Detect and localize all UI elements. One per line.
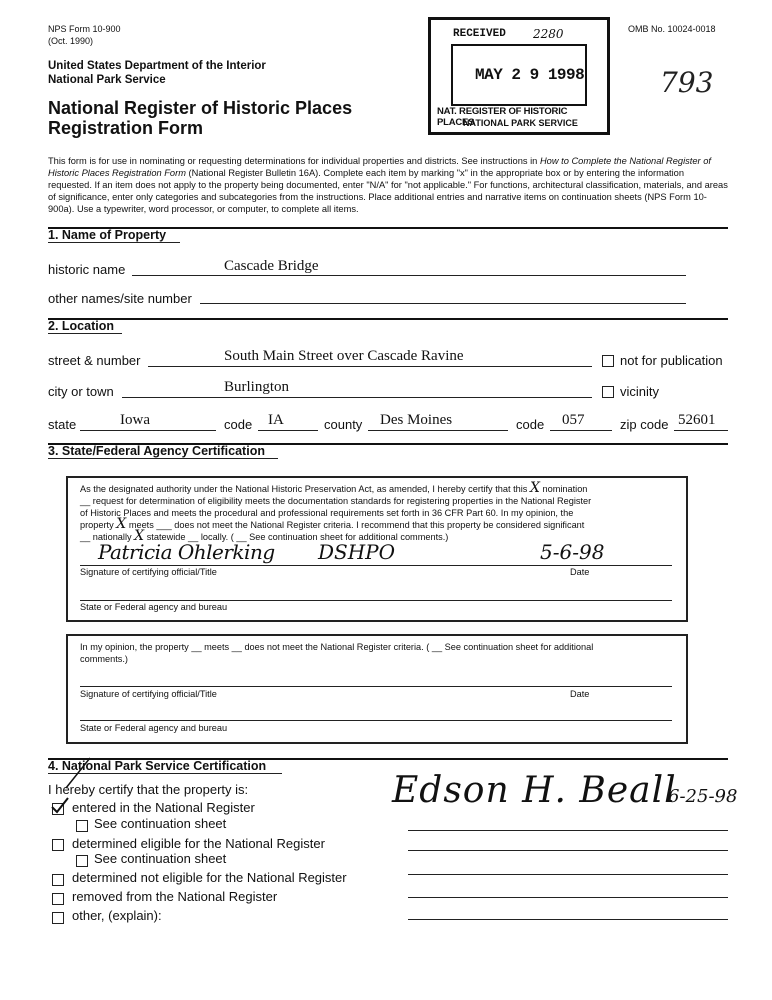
stamp-received: RECEIVED — [453, 28, 506, 40]
vicinity-checkbox[interactable] — [602, 386, 614, 398]
form-number: NPS Form 10-900 — [48, 24, 121, 34]
handwritten-ref-number: 793 — [660, 66, 714, 99]
historic-name-value[interactable]: Cascade Bridge — [224, 258, 319, 274]
section4-heading: 4. National Park Service Certification — [48, 759, 267, 773]
keeper-date: 6-25-98 — [668, 786, 738, 807]
removed-checkbox[interactable] — [52, 893, 64, 905]
option-eligible: determined eligible for the National Register — [72, 836, 325, 851]
section1-heading: 1. Name of Property — [48, 228, 167, 242]
certify-line: I hereby certify that the property is: — [48, 782, 249, 797]
option-entered: entered in the National Register — [72, 800, 255, 815]
other-names-label: other names/site number — [48, 291, 192, 306]
city-label: city or town — [48, 384, 114, 399]
county-label: county — [324, 417, 363, 432]
county-code-value[interactable]: 057 — [562, 412, 585, 428]
omb-number: OMB No. 10024-0018 — [628, 24, 716, 34]
section2-heading: 2. Location — [48, 319, 114, 333]
eligible-checkbox[interactable] — [52, 839, 64, 851]
opinion-text: In my opinion, the property __ meets __ does not meet the National Register criteria. ( __ See continuation sheet for additional comments.) — [80, 642, 594, 664]
form-date: (Oct. 1990) — [48, 36, 94, 46]
zip-label: zip code — [620, 417, 669, 432]
not-eligible-checkbox[interactable] — [52, 874, 64, 886]
option-other: other, (explain): — [72, 908, 162, 923]
county-code-label: code — [516, 417, 545, 432]
not-for-publication-label: not for publication — [620, 353, 723, 368]
city-value[interactable]: Burlington — [224, 379, 290, 395]
instructions-paragraph: This form is for use in nominating or requesting determinations for individual properties and districts. See instructions in How to Complete the National Register of Historic Places Registration Form (National Register Bulletin 16A). Complete each item by marking "x" in the appropriate box or by entering the information requested. If an item does not apply to the property being documented, enter "N/A" for "not applicable." For functions, architectural classification, materials, and areas of significance, enter only categories and subcategories from the instructions. Place additional entries and narrative items on continuation sheets (NPS Form 10-900a). Use a typewriter, word processor, or computer, to complete all items. — [48, 156, 728, 214]
eligible-continuation-checkbox[interactable] — [76, 855, 88, 867]
stamp-line2: NATIONAL PARK SERVICE — [463, 118, 578, 128]
date-label: Date — [570, 567, 590, 577]
state-value[interactable]: Iowa — [120, 412, 150, 428]
entered-continuation-checkbox[interactable] — [76, 820, 88, 832]
certifying-title: DSHPO — [318, 540, 396, 564]
certifying-signature: Patricia Ohlerking — [98, 540, 275, 564]
street-value[interactable]: South Main Street over Cascade Ravine — [224, 348, 464, 364]
option-not-eligible: determined not eligible for the National Register — [72, 870, 347, 885]
stamp-number: 2280 — [533, 27, 564, 41]
not-for-publication-checkbox[interactable] — [602, 355, 614, 367]
other-checkbox[interactable] — [52, 912, 64, 924]
state-code-value[interactable]: IA — [268, 412, 284, 428]
state-label: state — [48, 417, 77, 432]
vicinity-label: vicinity — [620, 384, 660, 399]
section3-heading: 3. State/Federal Agency Certification — [48, 444, 265, 458]
date2-label: Date — [570, 689, 590, 699]
received-stamp — [428, 17, 610, 135]
signature-label: Signature of certifying official/Title — [80, 567, 217, 577]
county-value[interactable]: Des Moines — [380, 412, 453, 428]
department-name: United States Department of the Interior — [48, 60, 266, 72]
certification-text: As the designated authority under the National Historic Preservation Act, as amended, I hereby certify that this X nomination __ request for determination of eligibility meets the documentation standards for registering properties in the National Register of Historic Places and meets the procedural and professional requirements set forth in 36 CFR Part 60. In my opinion, the property X meets ___ does not meet the National Register criteria. I recommend that this property be considered significant __ nationally X statewide __ locally. ( __ See continuation sheet for additional comments.) — [80, 480, 592, 544]
agency2-label: State or Federal agency and bureau — [80, 723, 228, 733]
service-name: National Park Service — [48, 74, 166, 86]
option-eligible-continuation: See continuation sheet — [94, 851, 227, 866]
check-mark-icon — [50, 798, 70, 814]
street-label: street & number — [48, 353, 141, 368]
form-title: National Register of Historic Places Registration Form — [48, 98, 353, 138]
zip-value[interactable]: 52601 — [678, 412, 716, 428]
stamp-line1: NAT. REGISTER OF HISTORIC PLACES — [437, 106, 568, 128]
option-removed: removed from the National Register — [72, 889, 278, 904]
signature2-label: Signature of certifying official/Title — [80, 689, 217, 699]
stamp-date: MAY 2 9 1998 — [475, 66, 585, 84]
keeper-signature: Edson H. Beall — [392, 770, 677, 811]
historic-name-label: historic name — [48, 262, 126, 277]
option-entered-continuation: See continuation sheet — [94, 816, 227, 831]
certifying-date: 5-6-98 — [540, 540, 605, 564]
state-code-label: code — [224, 417, 253, 432]
agency-label: State or Federal agency and bureau — [80, 602, 228, 612]
